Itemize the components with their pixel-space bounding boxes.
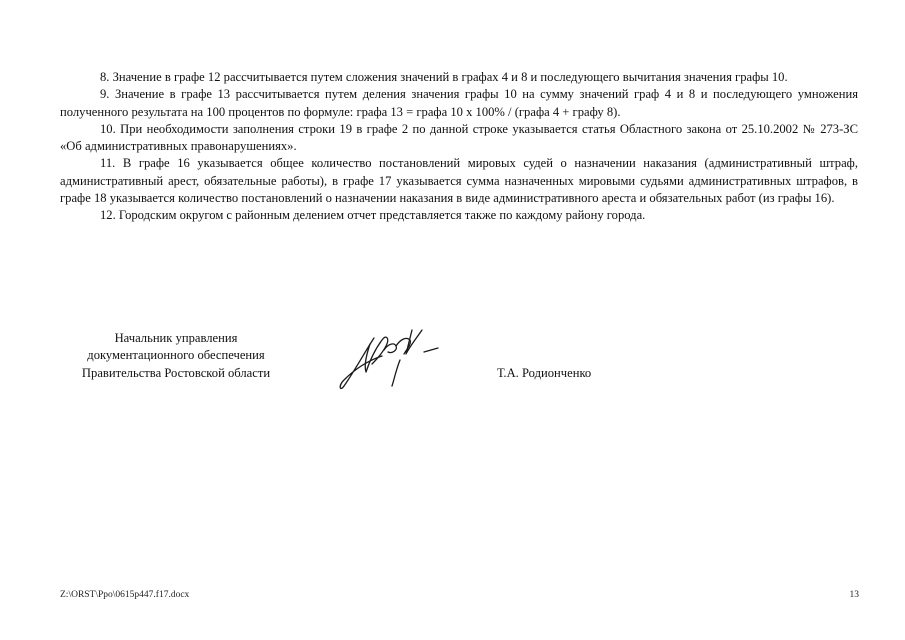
paragraph-8: 8. Значение в графе 12 рассчитывается путем сложения значений в графах 4 и 8 и последующего вычитания значения графы 10. <box>100 70 788 84</box>
paragraph-10: 10. При необходимости заполнения строки 19 в графе 2 по данной строке указывается статья Областного закона от 25.10.2002 № 273-ЗС «Об административных правонарушениях». <box>60 121 858 154</box>
signer-name: Т.А. Родионченко <box>497 366 592 380</box>
page-number: 13 <box>849 590 859 600</box>
handwritten-signature <box>336 320 446 392</box>
signatory-title <box>60 330 292 382</box>
signatory-title-line: Правительства Ростовской области <box>81 365 271 380</box>
footer-file-path: Z:\ORST\Ppo\0615p447.f17.docx <box>60 590 190 600</box>
signatory-title-line: документационного обеспечения <box>87 348 265 363</box>
signatory-title-line: Начальник управления <box>114 331 238 345</box>
paragraph-12: 12. Городским округом с районным делением отчет представляется также по каждому району города. <box>100 208 646 223</box>
paragraph-11: 11. В графе 16 указывается общее количество постановлений мировых судей о назначении наказания (административный штраф, административный арест, обязательные работы), в графе 17 указывается сумма назначенных мировыми судьями административных штрафов, в графе 18 указывается количество постановлений о назначении наказания в виде административного ареста и обязательных работ (из графы 16). <box>60 156 858 206</box>
document-body <box>60 69 858 225</box>
paragraph-9: 9. Значение в графе 13 рассчитывается путем деления значения графы 10 на сумму значений граф 4 и 8 и последующего умножения полученного результата на 100 процентов по формуле: графа 13 = графа 10 х 100% / (графа 4 + графу 8). <box>60 87 858 119</box>
